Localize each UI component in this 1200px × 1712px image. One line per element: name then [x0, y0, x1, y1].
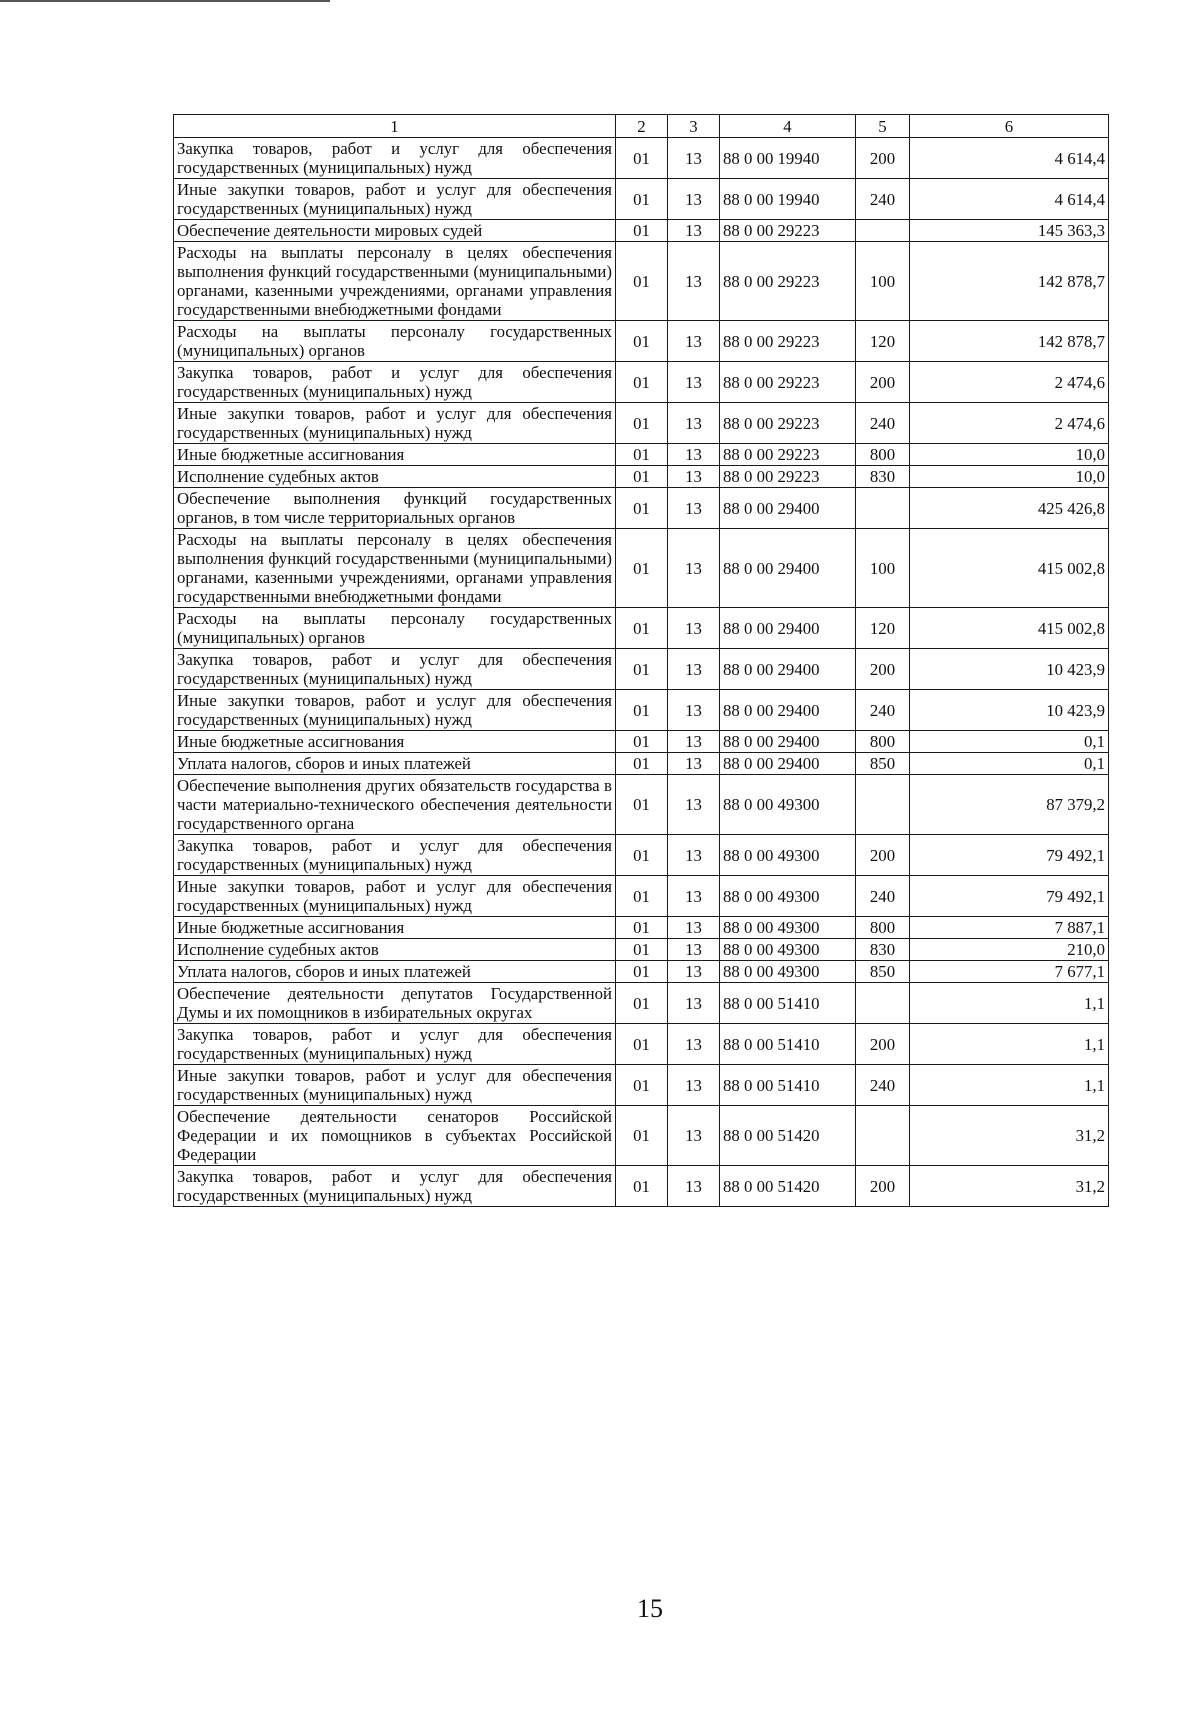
expense-type-cell: 800	[856, 917, 910, 939]
target-article-cell: 88 0 00 29400	[720, 608, 856, 649]
amount-cell: 79 492,1	[910, 876, 1109, 917]
expense-type-cell: 120	[856, 321, 910, 362]
column-header: 5	[856, 115, 910, 138]
expense-name-cell: Закупка товаров, работ и услуг для обеспечения государственных (муниципальных) нужд	[174, 1166, 616, 1207]
subsection-code-cell: 13	[668, 529, 720, 608]
target-article-cell: 88 0 00 19940	[720, 179, 856, 220]
amount-cell: 0,1	[910, 753, 1109, 775]
expense-type-cell: 200	[856, 362, 910, 403]
table-row	[174, 321, 1109, 362]
expense-type-cell	[856, 1106, 910, 1166]
amount-cell: 10,0	[910, 444, 1109, 466]
table-row	[174, 939, 1109, 961]
table-row	[174, 220, 1109, 242]
expense-name-cell: Иные бюджетные ассигнования	[174, 731, 616, 753]
target-article-cell: 88 0 00 29223	[720, 444, 856, 466]
section-code-cell: 01	[616, 488, 668, 529]
amount-cell: 425 426,8	[910, 488, 1109, 529]
target-article-cell: 88 0 00 49300	[720, 961, 856, 983]
section-code-cell: 01	[616, 321, 668, 362]
subsection-code-cell: 13	[668, 775, 720, 835]
subsection-code-cell: 13	[668, 138, 720, 179]
subsection-code-cell: 13	[668, 690, 720, 731]
subsection-code-cell: 13	[668, 1024, 720, 1065]
table-row	[174, 1106, 1109, 1166]
expense-type-cell: 240	[856, 179, 910, 220]
expense-type-cell: 240	[856, 403, 910, 444]
expense-type-cell: 100	[856, 242, 910, 321]
target-article-cell: 88 0 00 49300	[720, 876, 856, 917]
target-article-cell: 88 0 00 29223	[720, 321, 856, 362]
subsection-code-cell: 13	[668, 939, 720, 961]
expense-type-cell	[856, 775, 910, 835]
amount-cell: 415 002,8	[910, 608, 1109, 649]
expense-name-cell: Иные закупки товаров, работ и услуг для обеспечения государственных (муниципальных) нужд	[174, 179, 616, 220]
expense-type-cell: 800	[856, 731, 910, 753]
section-code-cell: 01	[616, 917, 668, 939]
expense-type-cell: 800	[856, 444, 910, 466]
table-row	[174, 1024, 1109, 1065]
table-row	[174, 362, 1109, 403]
section-code-cell: 01	[616, 939, 668, 961]
table-header	[174, 115, 1109, 138]
expense-name-cell: Иные закупки товаров, работ и услуг для обеспечения государственных (муниципальных) нужд	[174, 1065, 616, 1106]
expense-type-cell: 200	[856, 649, 910, 690]
expense-type-cell: 120	[856, 608, 910, 649]
expense-name-cell: Уплата налогов, сборов и иных платежей	[174, 753, 616, 775]
amount-cell: 0,1	[910, 731, 1109, 753]
subsection-code-cell: 13	[668, 179, 720, 220]
section-code-cell: 01	[616, 775, 668, 835]
section-code-cell: 01	[616, 138, 668, 179]
subsection-code-cell: 13	[668, 242, 720, 321]
header-row	[174, 115, 1109, 138]
amount-cell: 4 614,4	[910, 179, 1109, 220]
table-row	[174, 731, 1109, 753]
subsection-code-cell: 13	[668, 731, 720, 753]
expense-type-cell: 240	[856, 690, 910, 731]
amount-cell: 415 002,8	[910, 529, 1109, 608]
section-code-cell: 01	[616, 444, 668, 466]
subsection-code-cell: 13	[668, 1166, 720, 1207]
expense-name-cell: Иные бюджетные ассигнования	[174, 444, 616, 466]
table-row	[174, 961, 1109, 983]
expense-type-cell: 850	[856, 753, 910, 775]
subsection-code-cell: 13	[668, 1065, 720, 1106]
expense-type-cell: 240	[856, 1065, 910, 1106]
target-article-cell: 88 0 00 51410	[720, 1024, 856, 1065]
target-article-cell: 88 0 00 51420	[720, 1106, 856, 1166]
expense-name-cell: Иные закупки товаров, работ и услуг для обеспечения государственных (муниципальных) нужд	[174, 690, 616, 731]
target-article-cell: 88 0 00 29223	[720, 362, 856, 403]
table-row	[174, 403, 1109, 444]
table-row	[174, 529, 1109, 608]
expense-name-cell: Обеспечение выполнения функций государственных органов, в том числе территориальных органов	[174, 488, 616, 529]
target-article-cell: 88 0 00 51420	[720, 1166, 856, 1207]
expense-name-cell: Закупка товаров, работ и услуг для обеспечения государственных (муниципальных) нужд	[174, 138, 616, 179]
expense-name-cell: Расходы на выплаты персоналу в целях обеспечения выполнения функций государственными (муниципальными) органами, казенными учреждениями, органами управления государственными внебюджетными фондами	[174, 242, 616, 321]
table-row	[174, 488, 1109, 529]
expense-name-cell: Иные закупки товаров, работ и услуг для обеспечения государственных (муниципальных) нужд	[174, 403, 616, 444]
amount-cell: 145 363,3	[910, 220, 1109, 242]
expense-type-cell: 100	[856, 529, 910, 608]
section-code-cell: 01	[616, 876, 668, 917]
page-number: 15	[637, 1594, 663, 1623]
section-code-cell: 01	[616, 690, 668, 731]
expense-type-cell	[856, 488, 910, 529]
amount-cell: 7 887,1	[910, 917, 1109, 939]
amount-cell: 31,2	[910, 1106, 1109, 1166]
amount-cell: 1,1	[910, 983, 1109, 1024]
expense-name-cell: Закупка товаров, работ и услуг для обеспечения государственных (муниципальных) нужд	[174, 835, 616, 876]
section-code-cell: 01	[616, 983, 668, 1024]
target-article-cell: 88 0 00 29400	[720, 529, 856, 608]
target-article-cell: 88 0 00 49300	[720, 835, 856, 876]
amount-cell: 87 379,2	[910, 775, 1109, 835]
table-row	[174, 917, 1109, 939]
target-article-cell: 88 0 00 29400	[720, 690, 856, 731]
table-row	[174, 1166, 1109, 1207]
target-article-cell: 88 0 00 29400	[720, 649, 856, 690]
subsection-code-cell: 13	[668, 649, 720, 690]
target-article-cell: 88 0 00 29223	[720, 466, 856, 488]
expense-type-cell: 830	[856, 466, 910, 488]
amount-cell: 10 423,9	[910, 649, 1109, 690]
amount-cell: 210,0	[910, 939, 1109, 961]
column-header: 1	[174, 115, 616, 138]
amount-cell: 2 474,6	[910, 403, 1109, 444]
subsection-code-cell: 13	[668, 488, 720, 529]
expense-name-cell: Обеспечение деятельности мировых судей	[174, 220, 616, 242]
section-code-cell: 01	[616, 608, 668, 649]
subsection-code-cell: 13	[668, 466, 720, 488]
table-row	[174, 835, 1109, 876]
expense-type-cell: 200	[856, 1166, 910, 1207]
expense-type-cell: 200	[856, 1024, 910, 1065]
table-row	[174, 753, 1109, 775]
expense-type-cell: 200	[856, 138, 910, 179]
expense-name-cell: Закупка товаров, работ и услуг для обеспечения государственных (муниципальных) нужд	[174, 362, 616, 403]
section-code-cell: 01	[616, 403, 668, 444]
section-code-cell: 01	[616, 731, 668, 753]
section-code-cell: 01	[616, 961, 668, 983]
subsection-code-cell: 13	[668, 1106, 720, 1166]
section-code-cell: 01	[616, 1065, 668, 1106]
expense-name-cell: Закупка товаров, работ и услуг для обеспечения государственных (муниципальных) нужд	[174, 1024, 616, 1065]
expense-type-cell: 850	[856, 961, 910, 983]
section-code-cell: 01	[616, 1166, 668, 1207]
amount-cell: 4 614,4	[910, 138, 1109, 179]
target-article-cell: 88 0 00 51410	[720, 1065, 856, 1106]
expense-type-cell	[856, 983, 910, 1024]
column-header: 6	[910, 115, 1109, 138]
target-article-cell: 88 0 00 49300	[720, 775, 856, 835]
subsection-code-cell: 13	[668, 753, 720, 775]
expense-name-cell: Обеспечение деятельности сенаторов Российской Федерации и их помощников в субъектах Российской Федерации	[174, 1106, 616, 1166]
table-row	[174, 775, 1109, 835]
table-row	[174, 876, 1109, 917]
section-code-cell: 01	[616, 242, 668, 321]
section-code-cell: 01	[616, 649, 668, 690]
target-article-cell: 88 0 00 49300	[720, 917, 856, 939]
expense-type-cell: 240	[856, 876, 910, 917]
amount-cell: 2 474,6	[910, 362, 1109, 403]
target-article-cell: 88 0 00 29400	[720, 753, 856, 775]
expense-name-cell: Исполнение судебных актов	[174, 939, 616, 961]
column-header: 2	[616, 115, 668, 138]
section-code-cell: 01	[616, 179, 668, 220]
section-code-cell: 01	[616, 1106, 668, 1166]
column-header: 4	[720, 115, 856, 138]
table-row	[174, 444, 1109, 466]
subsection-code-cell: 13	[668, 220, 720, 242]
table-row	[174, 138, 1109, 179]
target-article-cell: 88 0 00 29223	[720, 220, 856, 242]
amount-cell: 10 423,9	[910, 690, 1109, 731]
table-row	[174, 179, 1109, 220]
subsection-code-cell: 13	[668, 917, 720, 939]
budget-table	[173, 114, 1109, 1207]
table-row	[174, 690, 1109, 731]
subsection-code-cell: 13	[668, 608, 720, 649]
expense-type-cell	[856, 220, 910, 242]
expense-type-cell: 200	[856, 835, 910, 876]
target-article-cell: 88 0 00 29223	[720, 242, 856, 321]
expense-name-cell: Уплата налогов, сборов и иных платежей	[174, 961, 616, 983]
expense-name-cell: Расходы на выплаты персоналу государственных (муниципальных) органов	[174, 608, 616, 649]
section-code-cell: 01	[616, 466, 668, 488]
table-row	[174, 983, 1109, 1024]
table-row	[174, 1065, 1109, 1106]
subsection-code-cell: 13	[668, 362, 720, 403]
expense-name-cell: Расходы на выплаты персоналу в целях обеспечения выполнения функций государственными (муниципальными) органами, казенными учреждениями, органами управления государственными внебюджетными фондами	[174, 529, 616, 608]
subsection-code-cell: 13	[668, 983, 720, 1024]
top-border-rule	[0, 0, 330, 2]
column-header: 3	[668, 115, 720, 138]
section-code-cell: 01	[616, 529, 668, 608]
amount-cell: 142 878,7	[910, 242, 1109, 321]
table-row	[174, 608, 1109, 649]
table-row	[174, 242, 1109, 321]
target-article-cell: 88 0 00 29400	[720, 488, 856, 529]
expense-type-cell: 830	[856, 939, 910, 961]
table-body	[174, 138, 1109, 1207]
section-code-cell: 01	[616, 835, 668, 876]
expense-name-cell: Обеспечение деятельности депутатов Государственной Думы и их помощников в избирательных округах	[174, 983, 616, 1024]
target-article-cell: 88 0 00 49300	[720, 939, 856, 961]
target-article-cell: 88 0 00 29400	[720, 731, 856, 753]
expense-name-cell: Иные закупки товаров, работ и услуг для обеспечения государственных (муниципальных) нужд	[174, 876, 616, 917]
expense-name-cell: Закупка товаров, работ и услуг для обеспечения государственных (муниципальных) нужд	[174, 649, 616, 690]
section-code-cell: 01	[616, 1024, 668, 1065]
subsection-code-cell: 13	[668, 403, 720, 444]
table-row	[174, 466, 1109, 488]
section-code-cell: 01	[616, 362, 668, 403]
subsection-code-cell: 13	[668, 321, 720, 362]
target-article-cell: 88 0 00 19940	[720, 138, 856, 179]
subsection-code-cell: 13	[668, 835, 720, 876]
expense-name-cell: Иные бюджетные ассигнования	[174, 917, 616, 939]
amount-cell: 31,2	[910, 1166, 1109, 1207]
section-code-cell: 01	[616, 753, 668, 775]
subsection-code-cell: 13	[668, 444, 720, 466]
amount-cell: 79 492,1	[910, 835, 1109, 876]
target-article-cell: 88 0 00 51410	[720, 983, 856, 1024]
amount-cell: 7 677,1	[910, 961, 1109, 983]
section-code-cell: 01	[616, 220, 668, 242]
subsection-code-cell: 13	[668, 961, 720, 983]
expense-name-cell: Исполнение судебных актов	[174, 466, 616, 488]
table-row	[174, 649, 1109, 690]
target-article-cell: 88 0 00 29223	[720, 403, 856, 444]
amount-cell: 10,0	[910, 466, 1109, 488]
expense-name-cell: Расходы на выплаты персоналу государственных (муниципальных) органов	[174, 321, 616, 362]
amount-cell: 142 878,7	[910, 321, 1109, 362]
expense-name-cell: Обеспечение выполнения других обязательств государства в части материально-технического обеспечения деятельности государственного органа	[174, 775, 616, 835]
amount-cell: 1,1	[910, 1024, 1109, 1065]
subsection-code-cell: 13	[668, 876, 720, 917]
amount-cell: 1,1	[910, 1065, 1109, 1106]
